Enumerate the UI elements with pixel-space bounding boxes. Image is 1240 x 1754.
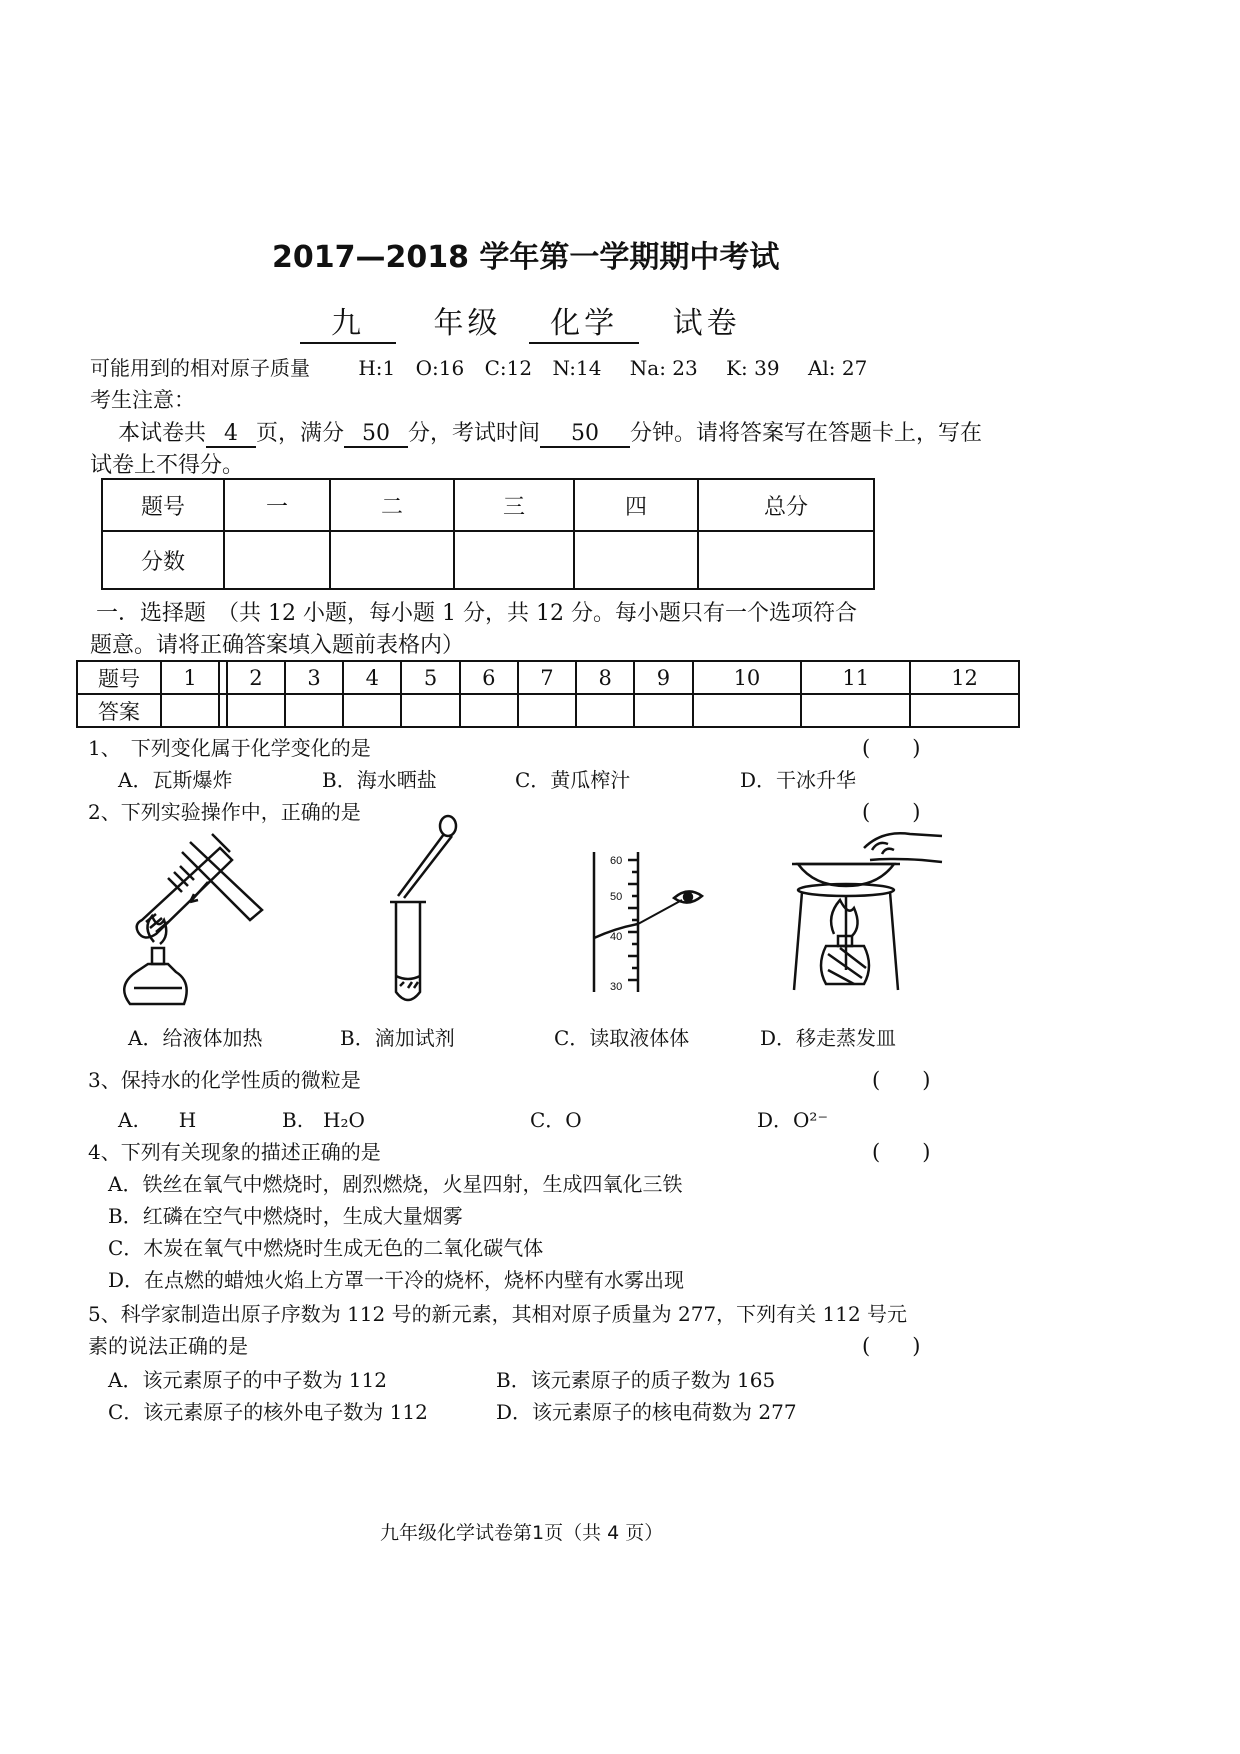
question-number-cell: 8 <box>576 661 634 694</box>
atomic-mass-c: C:12 <box>484 356 533 380</box>
score-cell[interactable] <box>698 531 874 589</box>
q3-option-b: B. H₂O <box>282 1108 365 1132</box>
section1-heading-line2: 题意。请将正确答案填入题前表格内） <box>90 633 465 658</box>
q5-option-c: C．该元素原子的核外电子数为 112 <box>108 1400 428 1424</box>
score-table <box>101 478 875 590</box>
answer-cell[interactable] <box>401 694 459 727</box>
answer-cell[interactable] <box>576 694 634 727</box>
atomic-mass-k: K: 39 <box>726 356 780 380</box>
dropper-test-tube-icon <box>380 812 470 1012</box>
notice-text-c: 分，考试时间 <box>408 421 541 446</box>
figure-reading-volume <box>590 850 730 992</box>
q5-answer-bracket: ( ) <box>862 1334 921 1358</box>
q5-option-b: B．该元素原子的质子数为 165 <box>496 1368 776 1392</box>
answer-cell[interactable] <box>634 694 692 727</box>
answer-table <box>76 660 1020 728</box>
section1-heading-line1: 一．选择题 （共 12 小题，每小题 1 分，共 12 分。每小题只有一个选项符合 <box>96 601 857 626</box>
q3-option-d: D．O²⁻ <box>757 1108 829 1132</box>
answer-cell[interactable] <box>285 694 343 727</box>
q1-option-b: B．海水晒盐 <box>322 768 437 792</box>
score-row-label: 分数 <box>102 531 224 589</box>
alcohol-lamp-tube-icon <box>112 820 292 1020</box>
q4-option-d: D．在点燃的蜡烛火焰上方罩一干冷的烧杯，烧杯内壁有水雾出现 <box>108 1268 685 1292</box>
q5-stem-line1: 5、科学家制造出原子序数为 112 号的新元素，其相对原子质量为 277，下列有关 112 号元 <box>88 1302 908 1326</box>
score-header-cell: 三 <box>454 479 574 531</box>
answer-cell[interactable] <box>343 694 401 727</box>
answer-cell[interactable] <box>518 694 576 727</box>
q4-option-c: C．木炭在氧气中燃烧时生成无色的二氧化碳气体 <box>108 1236 544 1260</box>
q4-option-a: A．铁丝在氧气中燃烧时，剧烈燃烧，火星四射，生成四氧化三铁 <box>108 1172 683 1196</box>
atomic-mass-line <box>90 352 867 381</box>
cylinder-scale-label: 30 <box>610 981 623 992</box>
q4-stem: 4、下列有关现象的描述正确的是 <box>88 1140 381 1164</box>
question-number-cell: 2 <box>227 661 285 694</box>
figure-dropping-reagent <box>380 812 470 1012</box>
q2-option-d: D．移走蒸发皿 <box>760 1026 897 1050</box>
notice-text-d: 分钟。请将答案写在答题卡上，写在 <box>630 421 983 446</box>
q2-option-a: A．给液体加热 <box>128 1026 263 1050</box>
q3-option-c: C．O <box>530 1108 582 1132</box>
answer-number-row <box>77 661 1019 694</box>
atomic-mass-al: Al: 27 <box>807 356 868 380</box>
question-number-cell: 6 <box>460 661 518 694</box>
q4-option-b: B．红磷在空气中燃烧时，生成大量烟雾 <box>108 1204 463 1228</box>
paper-label: 试卷 <box>672 306 741 341</box>
notice-text-a: 本试卷共 <box>118 421 207 446</box>
page-footer: 九年级化学试卷第1页（共 4 页） <box>380 1522 664 1544</box>
figure-moving-dish <box>782 820 952 1000</box>
notice-heading: 考生注意： <box>90 388 195 412</box>
answer-cell[interactable] <box>910 694 1019 727</box>
answer-input-row <box>77 694 1019 727</box>
q3-option-a: A. H <box>118 1108 197 1132</box>
score-cell[interactable] <box>330 531 454 589</box>
score-header-cell: 一 <box>224 479 330 531</box>
subject-value: 化学 <box>529 298 639 344</box>
score-header-cell: 总分 <box>698 479 874 531</box>
question-number-cell <box>219 661 227 694</box>
q5-option-a: A．该元素原子的中子数为 112 <box>108 1368 387 1392</box>
answer-cell[interactable] <box>227 694 285 727</box>
score-header-cell: 四 <box>574 479 698 531</box>
question-number-cell: 3 <box>285 661 343 694</box>
atomic-mass-n: N:14 <box>552 356 602 380</box>
atomic-mass-o: O:16 <box>415 356 465 380</box>
q1-option-c: C．黄瓜榨汁 <box>515 768 631 792</box>
figure-heating-liquid <box>112 820 292 1020</box>
question-number-cell: 9 <box>634 661 692 694</box>
score-cell[interactable] <box>574 531 698 589</box>
notice-line2: 试卷上不得分。 <box>90 453 245 478</box>
exam-subtitle <box>300 298 741 344</box>
graduated-cylinder-icon <box>590 850 730 992</box>
notice-text-b: 页，满分 <box>256 421 345 446</box>
answer-cell[interactable] <box>161 694 219 727</box>
q1-answer-bracket: ( ) <box>862 736 921 760</box>
answer-row-label: 题号 <box>77 661 161 694</box>
score-header-cell: 二 <box>330 479 454 531</box>
question-number-cell: 10 <box>693 661 802 694</box>
atomic-mass-label: 可能用到的相对原子质量 <box>90 356 310 380</box>
answer-cell[interactable] <box>693 694 802 727</box>
q2-answer-bracket: ( ) <box>862 800 921 824</box>
q5-option-d: D．该元素原子的核电荷数为 277 <box>496 1400 797 1424</box>
answer-row-label: 答案 <box>77 694 161 727</box>
tripod-evaporating-dish-icon <box>782 820 952 1000</box>
answer-cell[interactable] <box>460 694 518 727</box>
q1-option-d: D．干冰升华 <box>740 768 857 792</box>
q3-stem: 3、保持水的化学性质的微粒是 <box>88 1068 361 1092</box>
grade-label: 年级 <box>433 306 502 341</box>
grade-value: 九 <box>300 298 396 344</box>
answer-cell[interactable] <box>219 694 227 727</box>
q4-answer-bracket: ( ) <box>872 1140 931 1164</box>
score-cell[interactable] <box>454 531 574 589</box>
question-number-cell: 5 <box>401 661 459 694</box>
q1-stem: 1、 下列变化属于化学变化的是 <box>88 736 371 760</box>
atomic-mass-na: Na: 23 <box>629 356 698 380</box>
page-count: 4 <box>206 421 256 448</box>
atomic-mass-h: H:1 <box>358 356 396 380</box>
cylinder-scale-label: 60 <box>610 855 623 867</box>
cylinder-scale-label: 40 <box>610 931 623 943</box>
question-number-cell: 7 <box>518 661 576 694</box>
q2-option-b: B．滴加试剂 <box>340 1026 455 1050</box>
answer-cell[interactable] <box>801 694 910 727</box>
q1-option-a: A．瓦斯爆炸 <box>118 768 233 792</box>
full-score: 50 <box>344 421 408 448</box>
exam-title: 2017—2018 学年第一学期期中考试 <box>272 240 780 275</box>
score-cell[interactable] <box>224 531 330 589</box>
q2-stem: 2、下列实验操作中，正确的是 <box>88 800 361 824</box>
q3-answer-bracket: ( ) <box>872 1068 931 1092</box>
question-number-cell: 12 <box>910 661 1019 694</box>
notice-line1 <box>118 416 982 448</box>
q2-option-c: C．读取液体体 <box>554 1026 690 1050</box>
question-number-cell: 11 <box>801 661 910 694</box>
q5-stem-line2: 素的说法正确的是 <box>88 1334 248 1358</box>
cylinder-scale-label: 50 <box>610 891 623 903</box>
question-number-cell: 1 <box>161 661 219 694</box>
question-number-cell: 4 <box>343 661 401 694</box>
score-header-cell: 题号 <box>102 479 224 531</box>
exam-time: 50 <box>540 421 630 448</box>
